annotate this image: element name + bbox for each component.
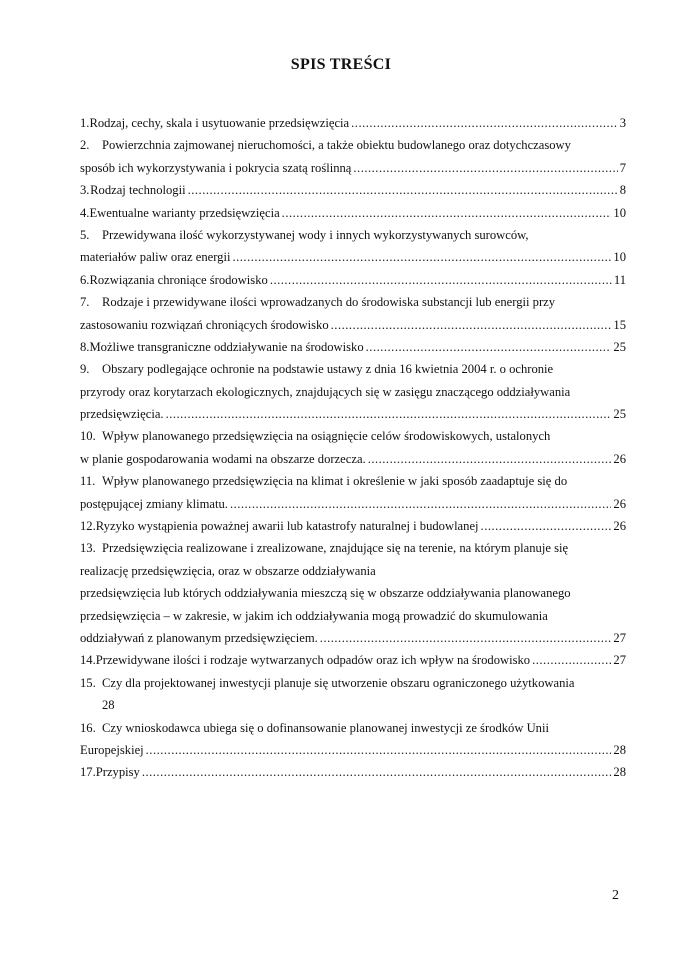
toc-entry-page: 11: [613, 272, 626, 287]
toc-entry[interactable]: [80, 291, 626, 336]
toc-entry-number: 6.: [80, 272, 90, 287]
toc-leader-dots: [270, 269, 612, 291]
toc-entry-number: 10.: [80, 429, 96, 444]
toc-entry-text: Przypisy: [95, 765, 140, 780]
toc-entry-text: przedsięwzięcia.: [80, 407, 164, 422]
toc-entry[interactable]: [80, 761, 626, 783]
toc-entry-number: 17.: [80, 765, 96, 780]
toc-entry[interactable]: [80, 425, 626, 470]
toc-entry-text: Europejskiej: [80, 742, 144, 757]
toc-entry-page: 25: [613, 407, 626, 422]
toc-entry-number: 16.: [80, 720, 96, 735]
toc-entry[interactable]: [80, 269, 626, 291]
toc-entry-number: 11.: [80, 474, 96, 489]
toc-entry-text: Czy dla projektowanej inwestycji planuje się utworzenie obszaru ograniczonego użytkowania: [102, 675, 575, 690]
toc-entry-text: Ryzyko wystąpienia poważnej awarii lub katastrofy naturalnej i budowlanej: [95, 519, 479, 534]
toc-entry-text: realizację przedsięwzięcia, oraz w obszarze oddziaływania: [80, 563, 376, 578]
toc-entry[interactable]: [80, 358, 626, 425]
toc-entry[interactable]: [80, 112, 626, 134]
toc-entry-page: 27: [613, 653, 626, 668]
toc-leader-dots: [282, 202, 612, 224]
toc-entry-text: Rodzaje i przewidywane ilości wprowadzanych do środowiska substancji lub energii przy: [102, 295, 556, 310]
toc-entry-text: Rozwiązania chroniące środowisko: [89, 272, 268, 287]
toc-entry-page: 10: [613, 250, 626, 265]
toc-entry-text: postępującej zmiany klimatu.: [80, 496, 228, 511]
toc-entry-text: w planie gospodarowania wodami na obszarze dorzecza.: [80, 451, 366, 466]
toc-leader-dots: [230, 493, 611, 515]
toc-leader-dots: [351, 112, 618, 134]
toc-entry[interactable]: [80, 224, 626, 269]
toc-entry-page: 7: [619, 160, 626, 175]
toc-entry-page: 8: [619, 183, 626, 198]
toc-leader-dots: [366, 336, 612, 358]
toc-leader-dots: [188, 179, 618, 201]
toc-entry-page: 15: [613, 317, 626, 332]
toc-leader-dots: [166, 403, 612, 425]
toc-entry-text: przyrody oraz korytarzach ekologicznych, znajdujących się w zasięgu znaczącego oddziaływania: [80, 384, 571, 399]
toc-leader-dots: [232, 246, 611, 268]
toc-entry[interactable]: [80, 179, 626, 201]
toc-leader-dots: [320, 627, 612, 649]
toc-entry-text: Wpływ planowanego przedsięwzięcia na osiągnięcie celów środowiskowych, ustalonych: [102, 429, 551, 444]
toc-entry-number: 2.: [80, 138, 90, 153]
toc-entry-number: 7.: [80, 295, 90, 310]
toc-entry-text: Czy wnioskodawca ubiega się o dofinansowanie planowanej inwestycji ze środków Unii: [102, 720, 549, 735]
toc-entry-text: zastosowaniu rozwiązań chroniących środowisko: [80, 317, 329, 332]
toc-entry[interactable]: [80, 470, 626, 515]
toc-entry-number: 5.: [80, 227, 90, 242]
toc-entry-text: Przedsięwzięcia realizowane i zrealizowane, znajdujące się na terenie, na którym planuje się: [102, 541, 569, 556]
toc-entry-text: Wpływ planowanego przedsięwzięcia na klimat i określenie w jaki sposób zaadaptuje się do: [102, 474, 568, 489]
toc-entry[interactable]: [80, 515, 626, 537]
toc-leader-dots: [331, 314, 612, 336]
toc-entry-text: przedsięwzięcia – w zakresie, w jakim ich oddziaływania mogą prowadzić do skumulowania: [80, 608, 548, 623]
toc-entry-text: Rodzaj, cechy, skala i usytuowanie przedsięwzięcia: [89, 116, 350, 130]
toc-entry[interactable]: [80, 672, 626, 717]
toc-entry-page: 26: [613, 496, 626, 511]
toc-entry-text: Ewentualne warianty przedsięwzięcia: [89, 205, 280, 220]
toc-entry[interactable]: [80, 202, 626, 224]
toc-entry-page: 3: [619, 116, 626, 130]
toc-entry-page: 26: [613, 519, 626, 534]
toc-entry[interactable]: [80, 134, 626, 179]
page-title: SPIS TREŚCI: [290, 56, 392, 73]
toc-entry-number: 1.: [80, 116, 90, 130]
toc-entry-text: Przewidywane ilości i rodzaje wytwarzanych odpadów oraz ich wpływ na środowisko: [95, 653, 531, 668]
toc-entry-number: 3.: [80, 183, 90, 198]
toc-leader-dots: [368, 448, 612, 470]
toc-leader-dots: [142, 761, 612, 783]
toc-entry-text: Obszary podlegające ochronie na podstawie ustawy z dnia 16 kwietnia 2004 r. o ochronie: [102, 362, 554, 377]
toc-entry-page: 28: [613, 742, 626, 757]
toc-entry[interactable]: [80, 717, 626, 762]
toc-entry-page: 27: [613, 630, 626, 645]
toc-entry-text: materiałów paliw oraz energii: [80, 250, 231, 265]
table-of-contents: [80, 112, 626, 784]
toc-entry[interactable]: [80, 336, 626, 358]
toc-entry-page: 10: [613, 205, 626, 220]
toc-entry-number: 13.: [80, 541, 96, 556]
toc-leader-dots: [532, 649, 611, 671]
toc-entry-text: Możliwe transgraniczne oddziaływanie na środowisko: [89, 339, 364, 354]
toc-entry-page: 25: [613, 339, 626, 354]
toc-entry-text: Powierzchnia zajmowanej nieruchomości, a także obiektu budowlanego oraz dotychczasowy: [102, 138, 571, 153]
toc-entry-number: 8.: [80, 339, 90, 354]
toc-entry-text: sposób ich wykorzystywania i pokrycia szatą roślinną: [80, 160, 352, 175]
toc-entry-text: oddziaływań z planowanym przedsięwzięciem.: [80, 630, 318, 645]
toc-entry-text: przedsięwzięcia lub których oddziaływania mieszczą się w obszarze oddziaływania planowanego: [80, 586, 571, 601]
toc-entry-number: 12.: [80, 519, 96, 534]
toc-entry-page: 28: [613, 765, 626, 780]
toc-leader-dots: [353, 157, 617, 179]
toc-entry-number: 15.: [80, 675, 96, 690]
toc-entry[interactable]: [80, 537, 626, 649]
toc-leader-dots: [481, 515, 612, 537]
toc-entry[interactable]: [80, 649, 626, 671]
toc-entry-page: 28: [102, 698, 115, 713]
toc-entry-page: 26: [613, 451, 626, 466]
toc-leader-dots: [146, 739, 612, 761]
toc-entry-number: 4.: [80, 205, 90, 220]
toc-entry-number: 14.: [80, 653, 96, 668]
toc-entry-number: 9.: [80, 362, 90, 377]
toc-entry-text: Przewidywana ilość wykorzystywanej wody i innych wykorzystywanych surowców,: [102, 227, 529, 242]
toc-entry-text: Rodzaj technologii: [90, 183, 186, 198]
page-number: 2: [612, 888, 619, 903]
